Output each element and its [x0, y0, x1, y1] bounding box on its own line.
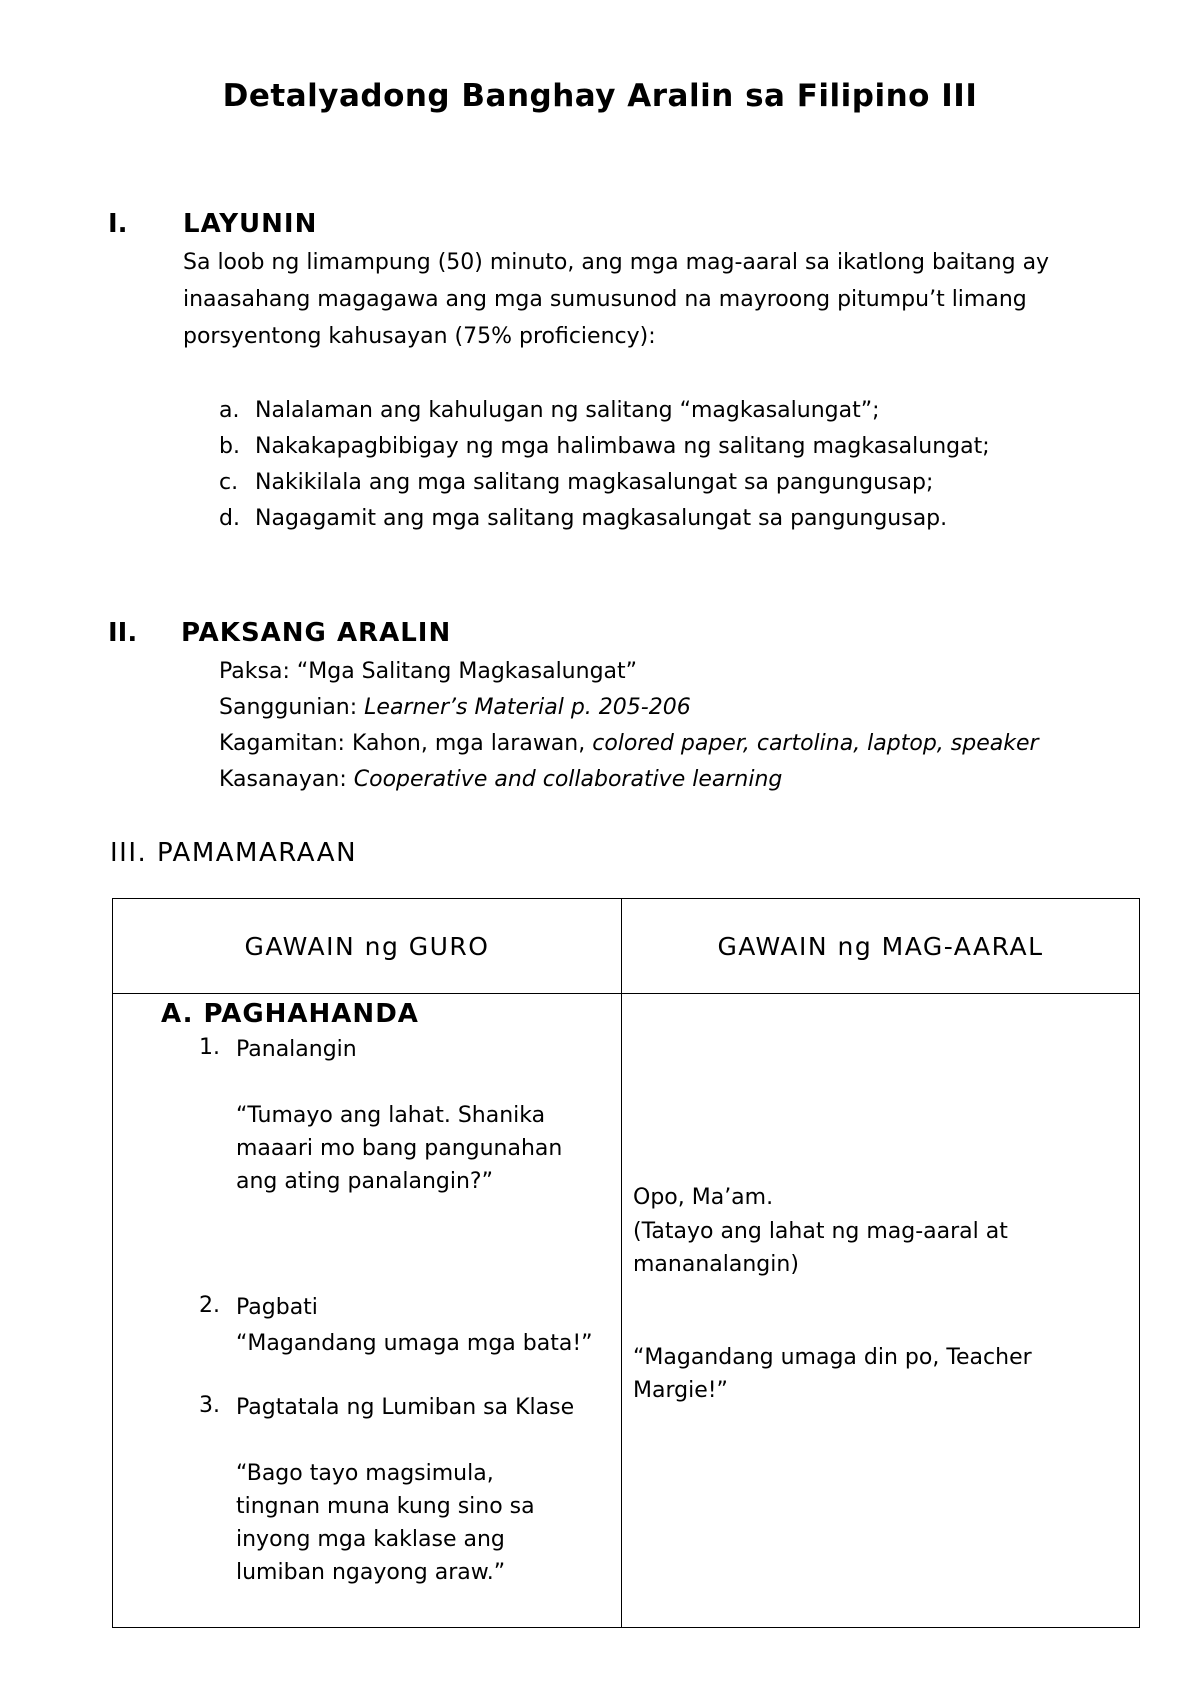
- objective-text: Nakakapagbibigay ng mga halimbawa ng salitang magkasalungat;: [255, 434, 990, 459]
- objective-letter: b.: [219, 434, 240, 459]
- objectives-intro-paragraph: Sa loob ng limampung (50) minuto, ang mga mag-aaral sa ikatlong baitang ay inaasahang magagawa ang mga sumusunod na mayroong pitumpu’t limang porsyentong kahusayan (75% proficiency):: [183, 250, 1050, 349]
- kagamitan-label: Kagamitan:: [219, 731, 352, 756]
- kasanayan-value: Cooperative and collaborative learning: [353, 767, 783, 792]
- sanggunian-label: Sanggunian:: [219, 695, 365, 720]
- objective-text: Nakikilala ang mga salitang magkasalungat sa pangungusap;: [255, 470, 934, 495]
- kasanayan-line: [219, 762, 1039, 798]
- paksa-label: Paksa:: [219, 659, 297, 684]
- document-title: Detalyadong Banghay Aralin sa Filipino III: [222, 78, 978, 114]
- item-quote: “Tumayo ang lahat. Shanika maaari mo bang pangunahan ang ating panalangin?”: [236, 1103, 563, 1194]
- table-column-divider: [621, 899, 622, 1627]
- student-response: (Tatayo ang lahat ng mag-aaral at mananalangin): [633, 1219, 1008, 1277]
- kagamitan-italic: colored paper, cartolina, laptop, speaker: [592, 731, 1039, 756]
- section-2-heading: PAKSANG ARALIN: [181, 618, 452, 648]
- kagamitan-plain: Kahon, mga larawan,: [351, 731, 593, 756]
- objective-letter: a.: [219, 398, 240, 423]
- objective-item: [219, 393, 990, 429]
- section-3-heading: III. PAMAMARAAN: [110, 838, 358, 868]
- paksa-line: [219, 654, 1039, 690]
- item-quote: “Magandang umaga mga bata!”: [236, 1331, 593, 1356]
- column-header-student: GAWAIN ng MAG-AARAL: [717, 931, 1044, 961]
- objective-item: [219, 429, 990, 465]
- section-2-number: II.: [108, 618, 138, 648]
- item-title: Pagbati: [236, 1295, 318, 1320]
- objective-item: [219, 465, 990, 501]
- item-quote: “Bago tayo magsimula, tingnan muna kung sino sa inyong mga kaklase ang lumiban ngayong araw.”: [236, 1461, 535, 1585]
- objectives-list: [219, 393, 990, 537]
- objective-letter: c.: [219, 470, 239, 495]
- lesson-details: [219, 654, 1039, 798]
- procedure-table: [112, 898, 1140, 1628]
- item-title: Pagtatala ng Lumiban sa Klase: [236, 1395, 575, 1420]
- paksa-value: “Mga Salitang Magkasalungat”: [296, 659, 638, 684]
- kasanayan-label: Kasanayan:: [219, 767, 354, 792]
- student-response: Opo, Ma’am.: [633, 1185, 774, 1210]
- objective-item: [219, 501, 990, 537]
- sanggunian-value: Learner’s Material p. 205-206: [364, 695, 691, 720]
- item-number: 2.: [199, 1293, 220, 1318]
- section-1-heading: LAYUNIN: [183, 209, 318, 239]
- part-heading: A. PAGHAHANDA: [161, 999, 419, 1029]
- kagamitan-line: [219, 726, 1039, 762]
- section-1-number: I.: [108, 209, 128, 239]
- table-header-divider: [113, 993, 1139, 994]
- item-number: 1.: [199, 1035, 220, 1060]
- objective-text: Nalalaman ang kahulugan ng salitang “magkasalungat”;: [255, 398, 880, 423]
- objective-text: Nagagamit ang mga salitang magkasalungat sa pangungusap.: [255, 506, 948, 531]
- column-header-teacher: GAWAIN ng GURO: [244, 931, 490, 961]
- sanggunian-line: [219, 690, 1039, 726]
- student-response: “Magandang umaga din po, Teacher Margie!”: [633, 1345, 1032, 1403]
- item-title: Panalangin: [236, 1037, 357, 1062]
- item-number: 3.: [199, 1393, 220, 1418]
- objective-letter: d.: [219, 506, 240, 531]
